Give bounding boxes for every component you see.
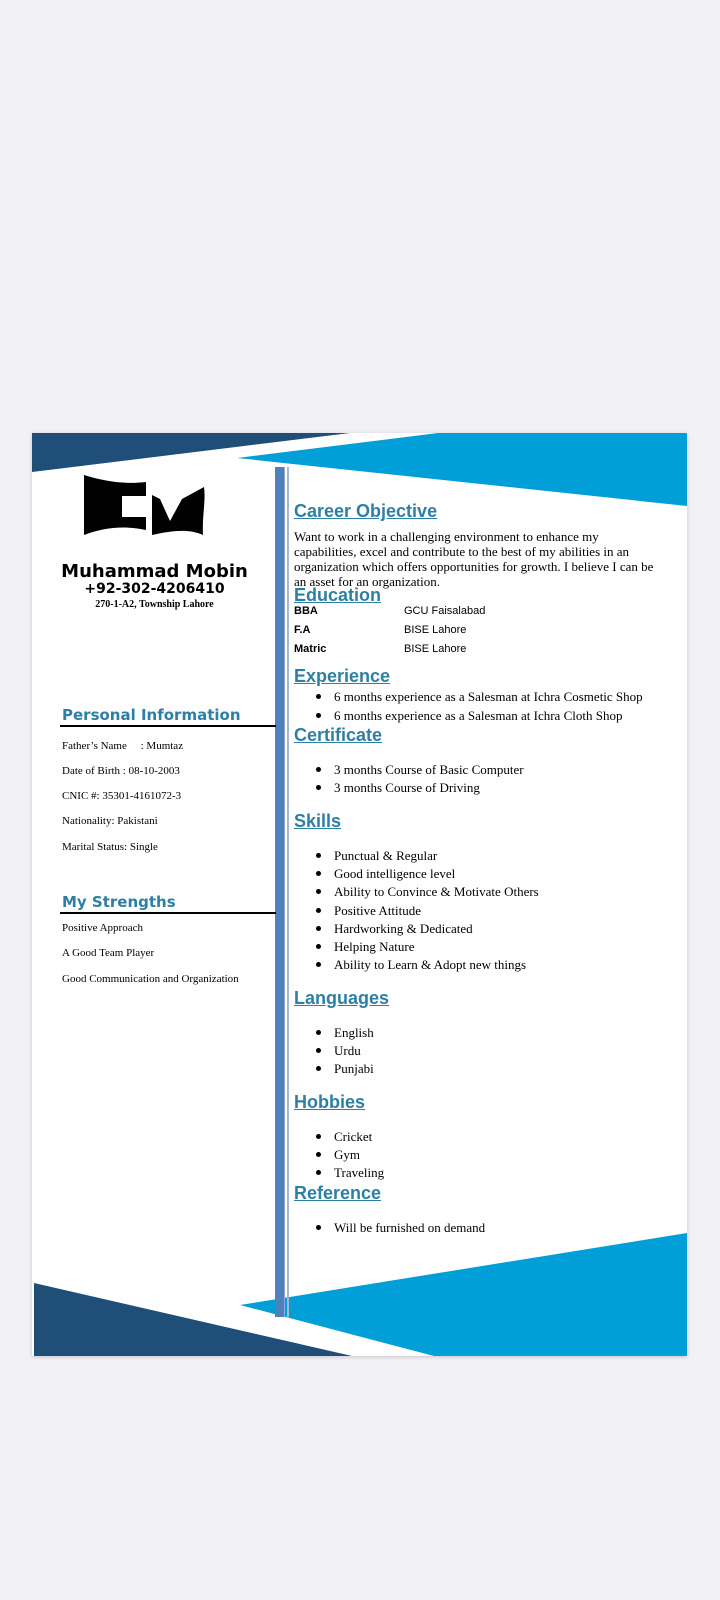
education-degree: BBA xyxy=(294,605,318,617)
cv-logo-icon xyxy=(82,475,214,541)
career-objective-heading: Career Objective xyxy=(294,501,438,521)
strength-item: A Good Team Player xyxy=(62,947,155,959)
strength-item: Positive Approach xyxy=(62,922,143,934)
strengths-rule xyxy=(60,912,276,914)
list-item: 3 months Course of Basic Computer xyxy=(294,761,674,779)
list-item: 6 months experience as a Salesman at Ichra Cosmetic Shop xyxy=(294,688,674,707)
list-item: Ability to Learn & Adopt new things xyxy=(294,956,674,974)
hobbies-list xyxy=(294,1128,674,1182)
personal-info-heading: Personal Information xyxy=(62,706,241,724)
list-item: Traveling xyxy=(294,1164,674,1182)
career-objective-text: Want to work in a challenging environment to enhance my capabilities, excel and contribute to the best of my abilities in an organization which offers opportunities for growth. I believe I can be an asset for an organization. xyxy=(294,529,654,589)
list-item: Urdu xyxy=(294,1042,674,1060)
experience-heading: Experience xyxy=(294,666,391,686)
reference-heading: Reference xyxy=(294,1183,382,1203)
list-item: Ability to Convince & Motivate Others xyxy=(294,883,674,901)
vertical-divider-line xyxy=(287,467,289,1317)
strengths-heading: My Strengths xyxy=(62,893,176,911)
list-item: Gym xyxy=(294,1146,674,1164)
education-institute: BISE Lahore xyxy=(404,643,467,655)
certificate-heading: Certificate xyxy=(294,725,383,745)
personal-info-item: Marital Status: Single xyxy=(62,841,158,853)
personal-info-item: Father’s Name : Mumtaz xyxy=(62,740,184,752)
reference-list xyxy=(294,1219,674,1237)
personal-info-rule xyxy=(60,725,276,727)
education-degree: Matric xyxy=(294,643,327,655)
list-item: English xyxy=(294,1024,674,1042)
education-institute: BISE Lahore xyxy=(404,624,467,636)
skills-heading: Skills xyxy=(294,811,342,831)
list-item: Good intelligence level xyxy=(294,865,674,883)
candidate-name: Muhammad Mobin xyxy=(61,561,248,582)
list-item: Punjabi xyxy=(294,1060,674,1078)
education-institute: GCU Faisalabad xyxy=(404,605,486,617)
list-item: Cricket xyxy=(294,1128,674,1146)
candidate-address: 270-1-A2, Township Lahore xyxy=(95,599,214,610)
strength-item: Good Communication and Organization xyxy=(62,973,239,985)
hobbies-heading: Hobbies xyxy=(294,1092,366,1112)
languages-list xyxy=(294,1024,674,1078)
education-heading: Education xyxy=(294,585,382,605)
top-right-light-triangle xyxy=(237,433,687,506)
list-item: 3 months Course of Driving xyxy=(294,779,674,797)
certificate-list xyxy=(294,761,674,797)
cv-page xyxy=(32,433,687,1356)
candidate-phone: +92-302-4206410 xyxy=(84,581,225,597)
list-item: Will be furnished on demand xyxy=(294,1219,674,1237)
personal-info-item: Date of Birth : 08-10-2003 xyxy=(62,765,180,777)
list-item: 6 months experience as a Salesman at Ichra Cloth Shop xyxy=(294,707,674,726)
skills-list xyxy=(294,847,674,974)
experience-list xyxy=(294,688,674,725)
bottom-right-light-triangle xyxy=(240,1233,687,1356)
languages-heading: Languages xyxy=(294,988,390,1008)
list-item: Helping Nature xyxy=(294,938,674,956)
list-item: Positive Attitude xyxy=(294,902,674,920)
list-item: Hardworking & Dedicated xyxy=(294,920,674,938)
list-item: Punctual & Regular xyxy=(294,847,674,865)
personal-info-item: CNIC #: 35301-4161072-3 xyxy=(62,790,182,802)
education-degree: F.A xyxy=(294,624,311,636)
personal-info-item: Nationality: Pakistani xyxy=(62,815,158,827)
